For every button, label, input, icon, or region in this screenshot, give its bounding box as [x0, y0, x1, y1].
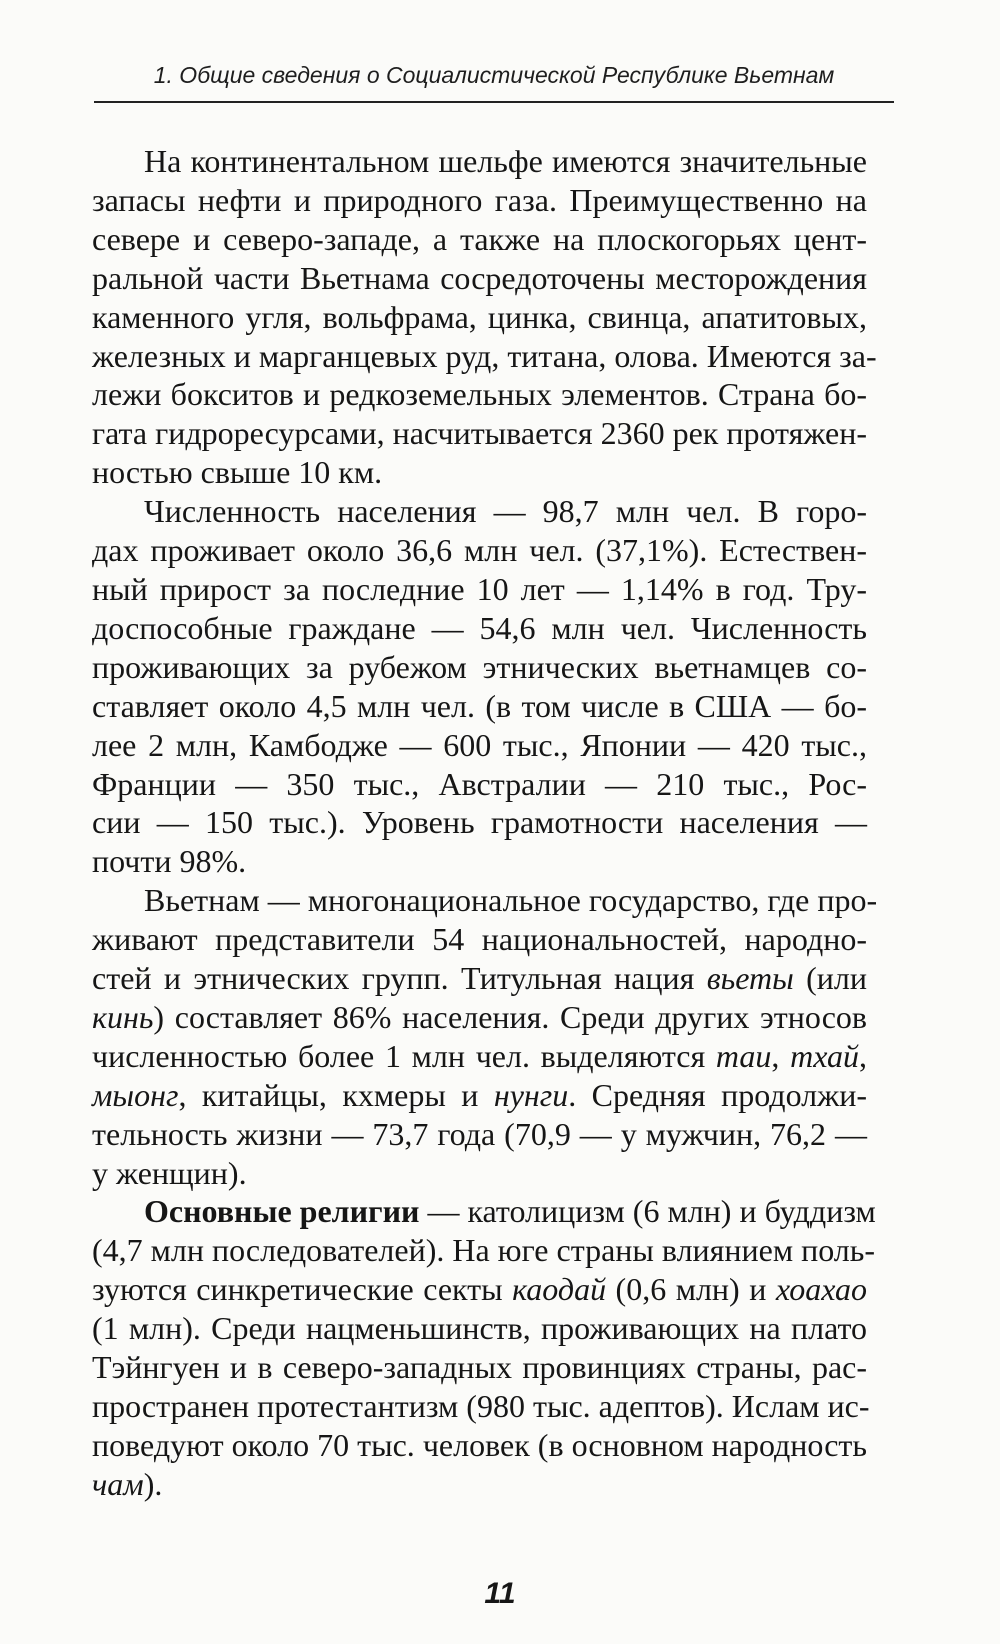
text-line: Численность населения — 98,7 млн чел. В горо- [144, 493, 867, 530]
text-line: почти 98%. [92, 843, 247, 880]
text-line: пространен протестантизм (980 тыс. адептов). Ислам ис- [92, 1388, 870, 1424]
text-run: — католицизм (6 млн) и буддизм [419, 1193, 876, 1230]
italic-term: чам [92, 1465, 144, 1502]
text-run: (0,6 млн) и [606, 1271, 776, 1308]
italic-term: кинь [92, 998, 154, 1035]
text-line: ставляет около 4,5 млн чел. (в том числе в США — бо- [92, 687, 867, 724]
text-line: поведуют около 70 тыс. человек (в основном народность [92, 1426, 867, 1463]
paragraph-religions [92, 1192, 876, 1503]
text-line: проживающих за рубежом этнических вьетнамцев со- [92, 648, 867, 685]
text-line: ральной части Вьетнама сосредоточены месторождения [92, 259, 867, 296]
text-line [92, 1465, 867, 1504]
text-line: железных и марганцевых руд, титана, олова. Имеются за- [92, 337, 877, 374]
text-line: севере и северо-западе, а также на плоскогорьях цент- [92, 220, 867, 257]
italic-term: тхай [790, 1037, 860, 1074]
text-run: , китайцы, кхмеры и [178, 1076, 494, 1113]
text-run: , [859, 1037, 868, 1074]
text-line [92, 1037, 867, 1076]
text-line: Франции — 350 тыс., Австралии — 210 тыс., Рос- [92, 765, 867, 802]
text-line: живают представители 54 национальностей, народно- [92, 921, 867, 958]
text-run: стей и этнических групп. Титульная нация [92, 960, 707, 997]
text-line: Тэйнгуен и в северо-западных провинциях страны, рас- [92, 1349, 867, 1386]
paragraph-resources [92, 142, 877, 492]
text-line: (4,7 млн последователей). На юге страны влиянием поль- [92, 1232, 876, 1269]
body-text [92, 142, 878, 1504]
paragraph-population [92, 492, 867, 881]
page-number: 11 [484, 1577, 516, 1610]
text-line: На континентальном шельфе имеются значительные [144, 143, 867, 179]
text-line: гата гидроресурсами, насчитывается 2360 рек протяжен- [92, 415, 867, 452]
text-run: (или [793, 960, 868, 997]
running-header: 1. Общие сведения о Социалистической Республике Вьетнам [153, 62, 835, 88]
text-line: тельность жизни — 73,7 года (70,9 — у мужчин, 76,2 — [92, 1115, 867, 1152]
text-line [92, 959, 867, 998]
text-run: зуются синкретические секты [92, 1271, 513, 1308]
text-line [92, 998, 867, 1037]
text-line: у женщин). [92, 1154, 247, 1191]
italic-term: каодай [512, 1271, 607, 1308]
text-line [92, 1076, 867, 1115]
text-run: , [771, 1037, 791, 1074]
italic-term: вьеты [706, 960, 794, 997]
text-line: каменного угля, вольфрама, цинка, свинца, апатитовых, [92, 298, 867, 335]
text-line: запасы нефти и природного газа. Преимущественно на [92, 181, 867, 218]
text-run: численностью более 1 млн чел. выделяются [92, 1037, 716, 1074]
bold-term: Основные религии [144, 1193, 420, 1230]
text-line: Вьетнам — многонациональное государство, где про- [144, 882, 878, 919]
text-line [92, 1270, 867, 1309]
italic-term: хоахао [775, 1271, 868, 1308]
text-line: сии — 150 тыс.). Уровень грамотности населения — [92, 804, 867, 841]
text-line [144, 1192, 876, 1231]
text-line: ный прирост за последние 10 лет — 1,14% в год. Тру- [92, 570, 867, 607]
italic-term: нунги [493, 1076, 569, 1113]
italic-term: мыонг [92, 1076, 179, 1113]
text-line: (1 млн). Среди нацменьшинств, проживающих на плато [92, 1310, 867, 1347]
text-run: . Средняя продолжи- [568, 1076, 868, 1113]
text-line: ностью свыше 10 км. [92, 454, 383, 491]
text-run: ) составляет 86% населения. Среди других этносов [153, 998, 867, 1035]
text-line: лее 2 млн, Камбодже — 600 тыс., Японии — 420 тыс., [92, 726, 867, 763]
italic-term: таи [715, 1037, 772, 1074]
text-run: ). [143, 1465, 163, 1502]
text-line: дах проживает около 36,6 млн чел. (37,1%). Естествен- [92, 532, 867, 569]
text-line: лежи бокситов и редкоземельных элементов. Страна бо- [92, 376, 867, 413]
paragraph-ethnic-groups [92, 881, 878, 1192]
header-rule [94, 101, 894, 103]
text-line: доспособные граждане — 54,6 млн чел. Численность [92, 609, 867, 646]
